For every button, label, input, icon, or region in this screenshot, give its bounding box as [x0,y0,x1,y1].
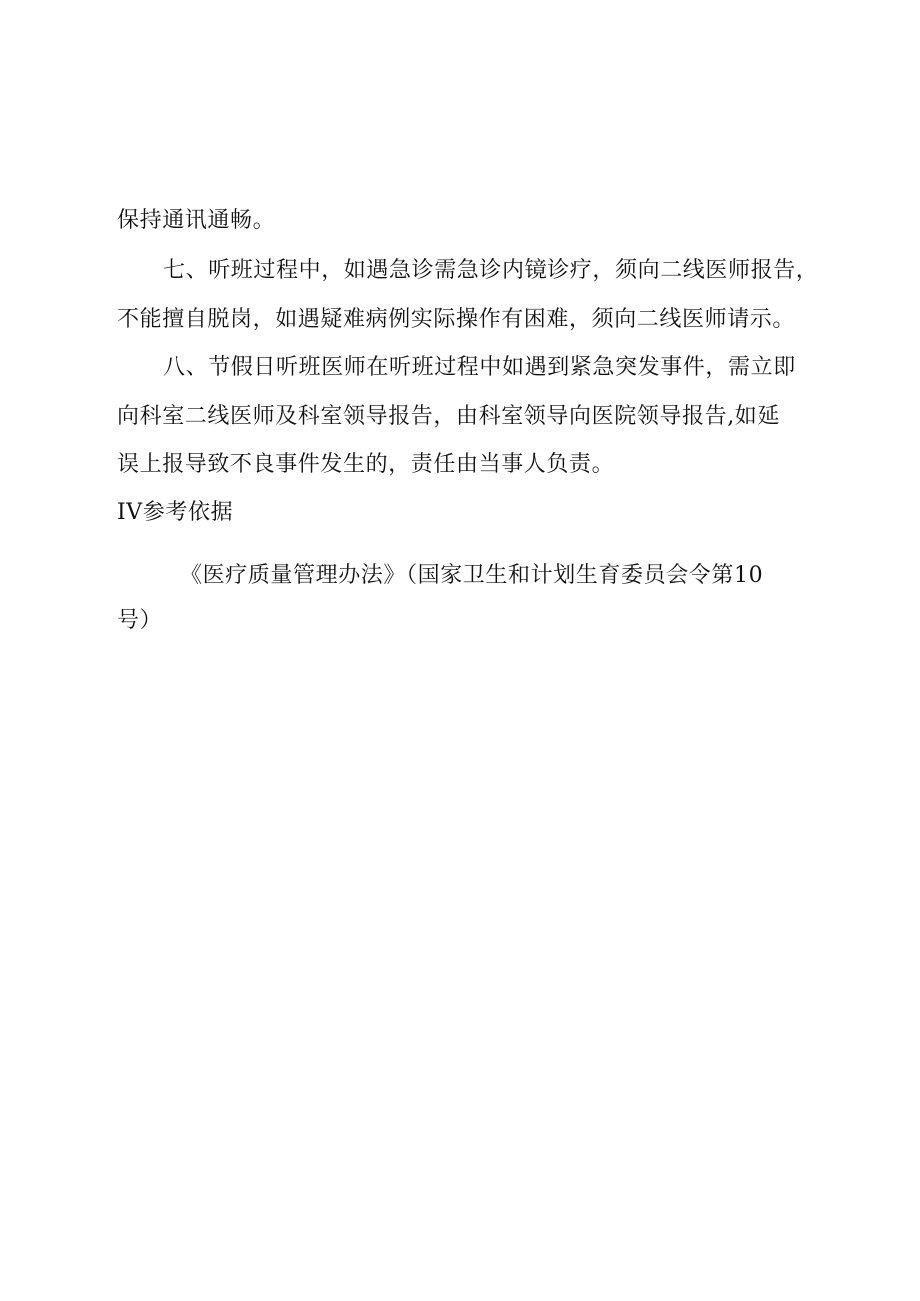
paragraph-7-line-2: 不能擅自脱岗，如遇疑难病例实际操作有困难，须向二线医师请示。 [117,307,796,332]
paragraph-8-line-1: 八、节假日听班医师在听班过程中如遇到紧急突发事件，需立即 [163,355,796,380]
paragraph-8-line-2: 向科室二线医师及科室领导报告，由科室领导向医院领导报告,如延 [117,404,780,429]
paragraph-6-tail: 保持通讯通畅。 [117,208,276,233]
reference-line-2: 号） [117,608,163,633]
reference-line-1: 《医疗质量管理办法》（国家卫生和计划生育委员会令第10 [180,563,764,588]
paragraph-8-line-3: 误上报导致不良事件发生的，责任由当事人负责。 [117,452,615,477]
section-heading: IV参考依据 [117,500,234,525]
paragraph-7-line-1: 七、听班过程中，如遇急诊需急诊内镜诊疗，须向二线医师报告， [163,258,819,283]
